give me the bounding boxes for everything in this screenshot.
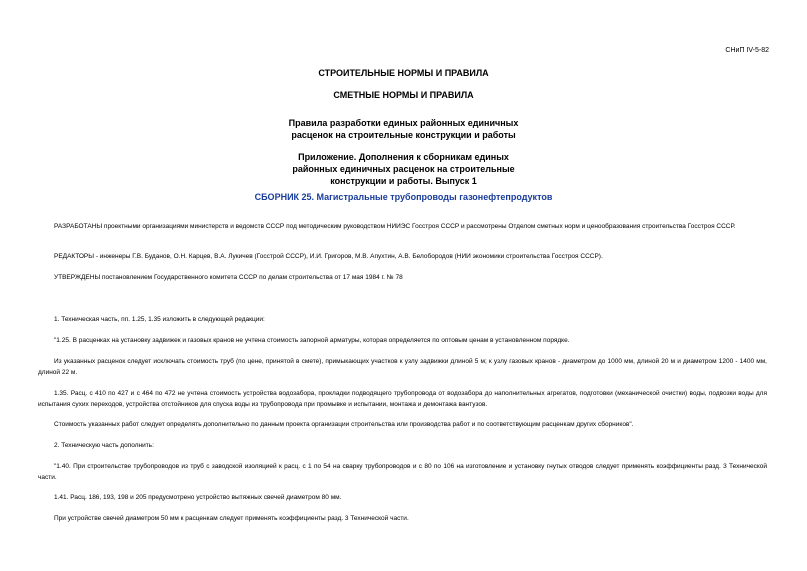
paragraph-tech-part-2: 2. Техническую часть дополнить: <box>54 442 154 449</box>
paragraph-exclusion: Из указанных расценок следует исключать стоимость труб (по цене, принятой в смете), примыкающих участков к узлу задвижки длиной 5 м; к узлу газовых кранов - диаметром до 1000 мм, длиной 20 м и диаметром 1200 - 1400 мм, длиной 22 м. <box>38 358 767 376</box>
paragraph-tech-part-1: 1. Техническая часть, пп. 1.25, 1.35 изложить в следующей редакции: <box>54 316 265 323</box>
paragraph-developed: РАЗРАБОТАНЫ проектными организациями министерств и ведомств СССР под методическим руководством НИИЭС Госстроя СССР и рассмотрены Отделом сметных норм и ценообразования строительства Госстроя СССР. <box>54 223 736 230</box>
document-code: СНиП IV-5-82 <box>725 47 769 54</box>
paragraph-candles: При устройстве свечей диаметром 50 мм к расценкам следует применять коэффициенты разд. 3 Технической части. <box>54 515 409 522</box>
paragraph-1-40: "1.40. При строительстве трубопроводов из труб с заводской изоляцией к расц. с 1 по 54 на сварку трубопроводов и с 80 по 106 на изготовление и установку гнутых отводов следует применять коэффициенты разд. 3 Технической части. <box>38 463 767 481</box>
paragraph-approved: УТВЕРЖДЕНЫ постановлением Государственного комитета СССР по делам строительства от 17 мая 1984 г. № 78 <box>54 274 403 281</box>
paragraph-1-35: 1.35. Расц. с 410 по 427 и с 464 по 472 не учтена стоимость устройства водозабора, прокладки подводящего трубопровода от водозабора до наполнительных агрегатов, подготовки (механической очистки) воды, подвозки воды для испытания сухих переходов, устройства отстойников для спуска воды из трубопровода при промывке и испытании, монтажа и демонтажа вантузов. <box>38 390 767 408</box>
title-appendix-line-2: районных единичных расценок на строительные <box>292 164 515 174</box>
title-rules-line-2: расценок на строительные конструкции и работы <box>291 130 516 140</box>
paragraph-cost: Стоимость указанных работ следует определять дополнительно по данным проекта организации строительства или производства работ и по соответствующим расценкам других сборников". <box>54 421 634 428</box>
title-construction-norms: СТРОИТЕЛЬНЫЕ НОРМЫ И ПРАВИЛА <box>318 68 489 78</box>
title-appendix <box>0 151 807 187</box>
title-rules-line-1: Правила разработки единых районных единичных <box>288 118 519 128</box>
title-estimate-norms: СМЕТНЫЕ НОРМЫ И ПРАВИЛА <box>333 90 474 100</box>
title-appendix-line-1: Приложение. Дополнения к сборникам единых <box>298 152 509 162</box>
paragraph-1-25: "1.25. В расценках на установку задвижек и газовых кранов не учтена стоимость запорной арматуры, которая определяется по оптовым ценам в установленном порядке. <box>54 337 570 344</box>
collection-title: СБОРНИК 25. Магистральные трубопроводы газонефтепродуктов <box>254 192 553 202</box>
title-appendix-line-3: конструкции и работы. Выпуск 1 <box>330 176 477 186</box>
paragraph-editors: РЕДАКТОРЫ - инженеры Г.В. Буданов, О.Н. Карцев, В.А. Лукичев (Госстрой СССР), И.И. Григоров, М.В. Апухтин, А.В. Белобородов (НИИ экономики строительства Госстроя СССР). <box>54 253 603 260</box>
paragraph-1-41: 1.41. Расц. 186, 193, 198 и 205 предусмотрено устройство вытяжных свечей диаметром 80 мм. <box>54 494 342 501</box>
title-rules <box>0 117 807 141</box>
